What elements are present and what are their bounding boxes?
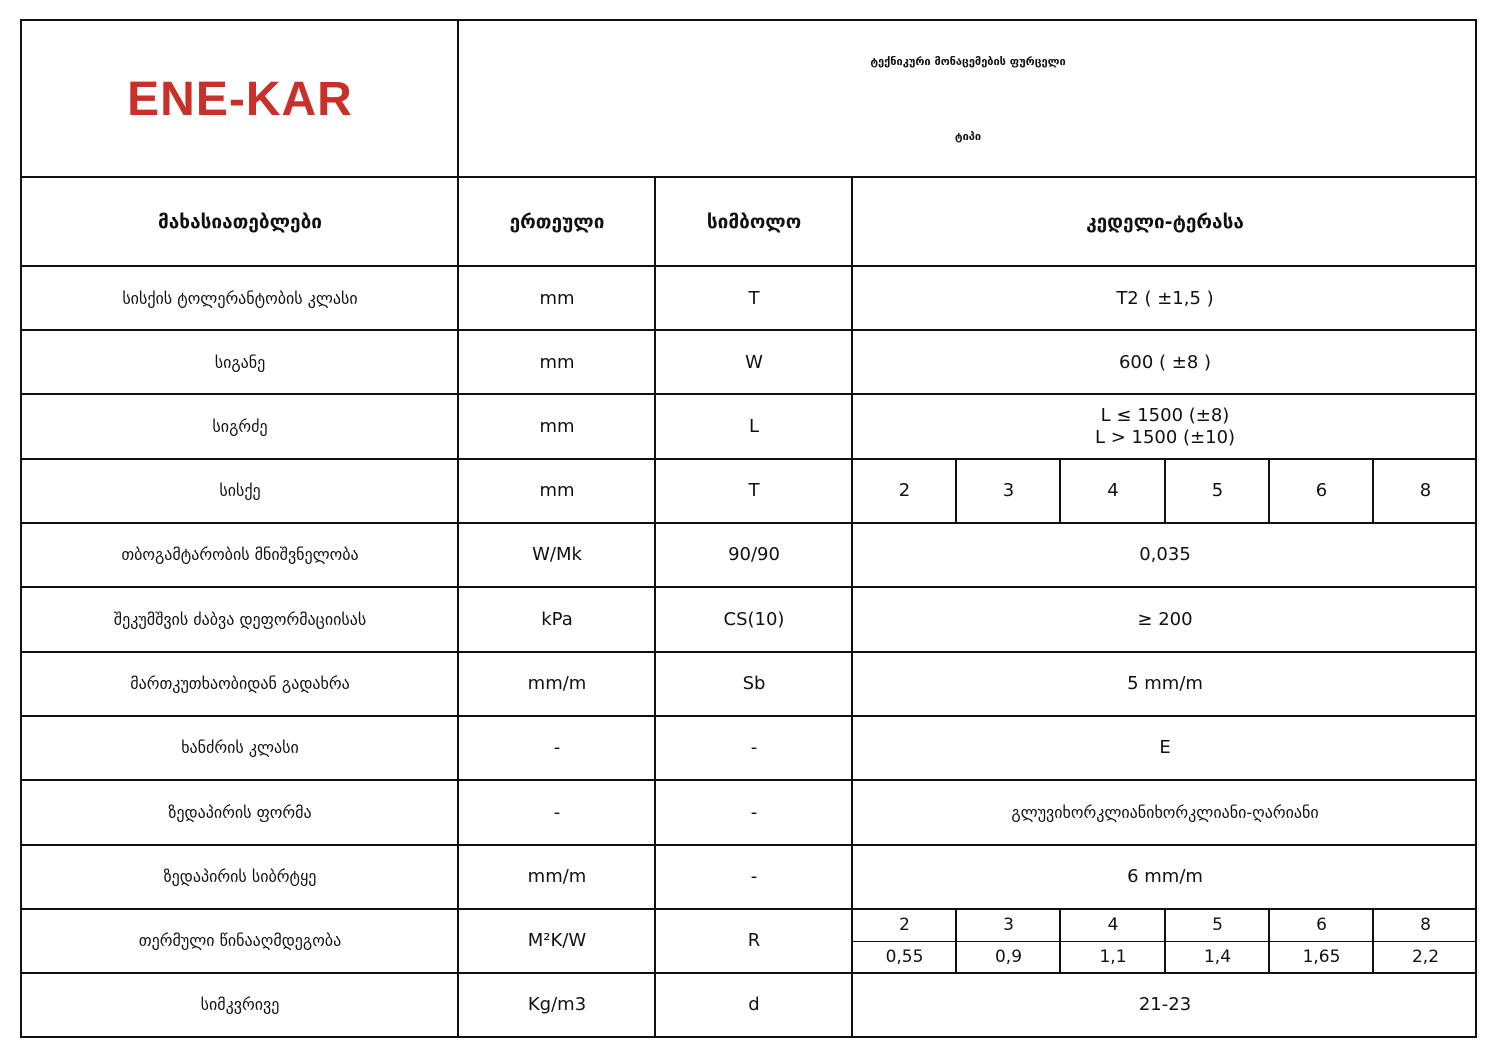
- grid-line: [955, 458, 957, 524]
- column-header-characteristics: მახასიათებლები: [157, 211, 322, 233]
- row-unit: mm: [539, 288, 575, 309]
- resistance-thickness: 2: [899, 915, 910, 935]
- row-symbol: 90/90: [728, 544, 780, 565]
- row-symbol: T: [748, 480, 760, 501]
- grid-line: [22, 779, 1477, 781]
- grid-line: [851, 176, 853, 1038]
- resistance-thickness: 3: [1003, 915, 1014, 935]
- row-unit: mm: [539, 480, 575, 501]
- row-symbol: -: [750, 737, 758, 758]
- row-symbol: R: [747, 930, 761, 951]
- row-label: თბოგამტარობის მნიშვნელობა: [121, 545, 359, 564]
- row-unit: M²K/W: [527, 930, 587, 951]
- document-title: [459, 51, 1477, 71]
- grid-line: [22, 715, 1477, 717]
- resistance-value: 1,4: [1203, 947, 1232, 967]
- grid-line: [654, 176, 656, 1038]
- grid-line: [1164, 458, 1166, 524]
- row-label: სიმკვრივე: [200, 995, 280, 1014]
- row-value: E: [1159, 737, 1171, 758]
- thickness-cell: 5: [1211, 480, 1224, 501]
- row-unit: mm: [539, 352, 575, 373]
- thickness-cell: 8: [1419, 480, 1432, 501]
- row-unit: Kg/m3: [527, 994, 587, 1015]
- resistance-value: 1,65: [1302, 947, 1341, 967]
- grid-line: [1372, 458, 1374, 524]
- row-symbol: Sb: [742, 673, 766, 694]
- grid-line: [1059, 908, 1061, 974]
- datasheet-table: [20, 19, 1477, 1038]
- grid-line: [1372, 908, 1374, 974]
- row-label: ზედაპირის ფორმა: [168, 802, 312, 822]
- row-symbol: W: [745, 352, 763, 373]
- row-unit: kPa: [541, 608, 573, 630]
- grid-line: [457, 21, 459, 1038]
- row-value: T2 ( ±1,5 ): [1116, 288, 1214, 309]
- resistance-value: 1,1: [1099, 947, 1127, 967]
- length-tolerance-short: L ≤ 1500 (±8): [1100, 404, 1230, 426]
- row-value: გლუვიხორკლიანიხორკლიანი-ღარიანი: [1011, 802, 1319, 822]
- row-label: შეკუმშვის ძაბვა დეფორმაციისას: [113, 609, 367, 629]
- grid-line: [1268, 458, 1270, 524]
- logo: [22, 21, 458, 177]
- row-label: მართკუთხაობიდან გადახრა: [130, 674, 350, 693]
- row-label: ზედაპირის სიბრტყე: [163, 867, 317, 886]
- thickness-cell: 2: [898, 480, 911, 501]
- resistance-value: 0,9: [994, 947, 1023, 967]
- logo-text: ENE-KAR: [127, 72, 353, 126]
- row-value: 600 ( ±8 ): [1118, 352, 1212, 373]
- grid-line: [22, 393, 1477, 395]
- grid-line: [1164, 908, 1166, 974]
- row-unit: mm: [539, 416, 575, 437]
- length-tolerance-long: L > 1500 (±10): [1094, 426, 1236, 448]
- row-symbol: T: [748, 288, 760, 309]
- grid-line: [22, 265, 1477, 267]
- resistance-thickness: 4: [1107, 915, 1119, 935]
- grid-line: [1268, 908, 1270, 974]
- row-symbol: CS(10): [723, 608, 785, 630]
- grid-line: [22, 176, 1477, 178]
- row-symbol: -: [750, 866, 758, 887]
- row-label: სიგანე: [214, 353, 266, 372]
- grid-line: [22, 586, 1477, 588]
- grid-line: [955, 908, 957, 974]
- grid-line: [1059, 458, 1061, 524]
- row-value: 21-23: [1138, 994, 1192, 1015]
- row-label: თერმული წინააღმდეგობა: [138, 931, 342, 950]
- column-header-value: კედელი-ტერასა: [1086, 211, 1244, 233]
- thickness-cell: 4: [1107, 480, 1119, 501]
- row-label: ხანძრის კლასი: [181, 738, 299, 757]
- grid-line: [22, 329, 1477, 331]
- row-symbol: d: [748, 994, 760, 1015]
- row-value: 6 mm/m: [1127, 866, 1203, 887]
- row-unit: W/Mk: [532, 544, 582, 565]
- thickness-cell: 3: [1002, 480, 1015, 501]
- row-value: [853, 395, 1477, 458]
- document-title-text: ტექნიკური მონაცემების ფურცელი: [870, 54, 1066, 68]
- grid-line: [22, 908, 1477, 910]
- row-label: სიგრძე: [212, 417, 268, 436]
- grid-line: [22, 651, 1477, 653]
- document-subtitle-text: ტიპი: [954, 129, 982, 143]
- row-unit: mm/m: [527, 866, 587, 887]
- grid-line: [22, 844, 1477, 846]
- resistance-thickness: 6: [1316, 915, 1327, 935]
- row-symbol: -: [750, 801, 758, 823]
- row-value: ≥ 200: [1137, 608, 1193, 630]
- column-header-symbol: სიმბოლო: [706, 211, 802, 233]
- row-unit: mm/m: [527, 673, 587, 694]
- resistance-value: 0,55: [885, 947, 924, 967]
- column-header-unit: ერთეული: [509, 211, 605, 233]
- resistance-value: 2,2: [1411, 947, 1440, 967]
- row-symbol: L: [748, 416, 760, 437]
- row-label: სისქის ტოლერანტობის კლასი: [122, 289, 358, 308]
- row-unit: -: [553, 737, 561, 758]
- document-subtitle: [459, 126, 1477, 146]
- grid-line: [22, 458, 1477, 460]
- row-unit: -: [553, 801, 561, 823]
- thickness-cell: 6: [1315, 480, 1328, 501]
- row-value: 0,035: [1139, 544, 1191, 565]
- resistance-thickness: 5: [1212, 915, 1223, 935]
- row-value: 5 mm/m: [1127, 673, 1203, 694]
- row-label: სისქე: [219, 481, 261, 500]
- grid-line: [22, 522, 1477, 524]
- grid-line: [22, 972, 1477, 974]
- resistance-thickness: 8: [1420, 915, 1431, 935]
